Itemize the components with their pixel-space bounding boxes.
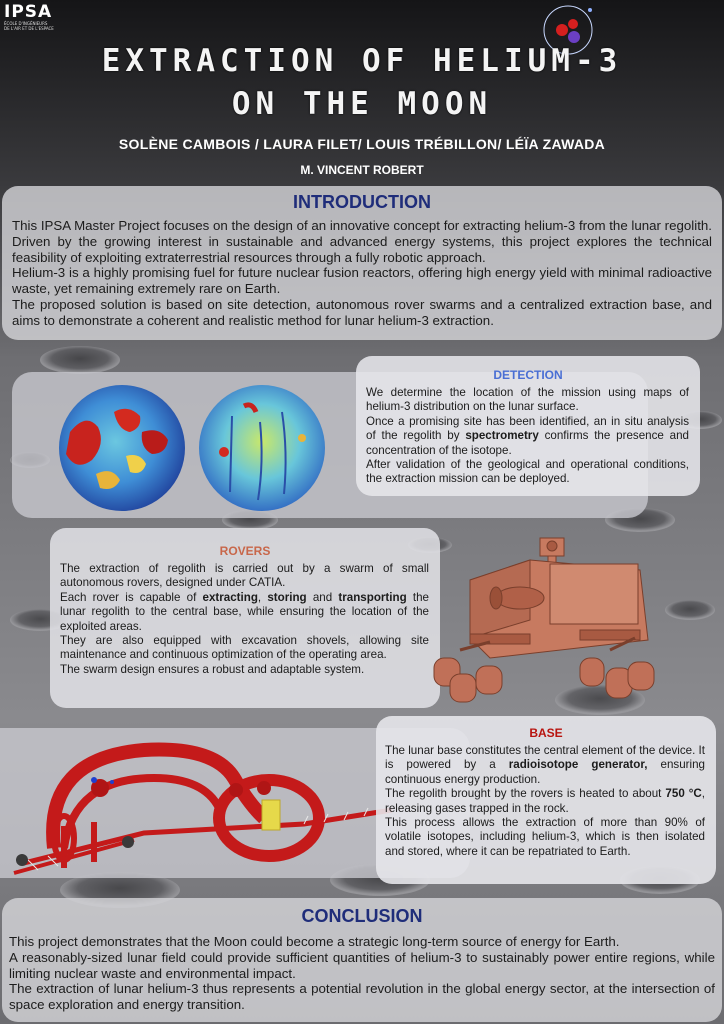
introduction-heading: INTRODUCTION	[293, 192, 431, 212]
intro-paragraph-3: The proposed solution is based on site detection, autonomous rover swarms and a centralized extraction base, and aims to demonstrate a coherent and realistic method for lunar helium-3 extraction.	[12, 296, 712, 328]
conclusion-paragraph-1: This project demonstrates that the Moon could become a strategic long-term source of energy for Earth.	[9, 934, 620, 949]
rovers-paragraph-2: Each rover is capable of extracting, storing and transporting the lunar regolith to the central base, while ensuring the location of the exploited areas.	[60, 590, 429, 633]
conclusion-heading: CONCLUSION	[301, 906, 423, 926]
rovers-paragraph-3: They are also equipped with excavation shovels, allowing site maintenance and continuous optimization of the operating area.	[60, 634, 429, 662]
rovers-paragraph-4: The swarm design ensures a robust and adaptable system.	[60, 662, 365, 676]
intro-paragraph-1: This IPSA Master Project focuses on the design of an innovative concept for extracting helium-3 from the lunar regolith. Driven by the growing interest in sustainable and advanced energy systems, this project explores the technical feasibility of exploiting extraterrestrial resources through a fully robotic approach.	[12, 218, 712, 265]
base-text	[385, 744, 705, 859]
detection-heading: DETECTION	[493, 368, 563, 382]
introduction-text	[12, 218, 712, 329]
page-title-line-1: EXTRACTION OF HELIUM-3	[101, 43, 623, 79]
conclusion-paragraph-2: A reasonably-sized lunar field could provide sufficient quantities of helium-3 to sustainably power entire regions, while limiting nuclear waste and environmental impact.	[9, 949, 715, 981]
rovers-heading: ROVERS	[219, 544, 271, 558]
base-paragraph-3: This process allows the extraction of more than 90% of volatile isotopes, including helium-3, which is then isolated and stored, where it can be repatriated to Earth.	[385, 816, 705, 858]
detection-text	[366, 386, 689, 487]
rovers-paragraph-1: The extraction of regolith is carried out by a swarm of small autonomous rovers, designed under CATIA.	[60, 562, 429, 590]
supervisor: M. VINCENT ROBERT	[300, 163, 424, 177]
conclusion-paragraph-3: The extraction of lunar helium-3 thus represents a potential revolution in the global energy sector, at the intersection of space exploration and energy transition.	[9, 981, 715, 1013]
helium-map-icon	[56, 382, 326, 514]
logo-name: IPSA	[4, 2, 53, 22]
detection-paragraph-2: Once a promising site has been identified, an in situ analysis of the regolith by spectrometry confirms the presence and concentration of the isotope.	[366, 414, 689, 457]
rover-illustration	[430, 530, 662, 710]
ipsa-logo	[4, 3, 60, 31]
logo-tagline-2: DE L'AIR ET DE L'ESPACE	[4, 26, 54, 31]
base-paragraph-2: The regolith brought by the rovers is heated to about 750 °C, releasing gases trapped in the rock.	[385, 787, 706, 815]
rovers-text	[60, 562, 429, 677]
logo-tagline-1: ÉCOLE D'INGÉNIEURS	[4, 21, 48, 26]
base-illustration	[4, 738, 400, 878]
detection-paragraph-1: We determine the location of the mission using maps of helium-3 distribution on the lunar surface.	[366, 386, 689, 414]
page-title-line-2: ON THE MOON	[231, 86, 493, 122]
conclusion-text	[9, 934, 715, 1013]
intro-paragraph-2: Helium-3 is a highly promising fuel for future nuclear fusion reactors, offering high energy yield with minimal radioactive waste, yet remaining extremely rare on Earth.	[12, 265, 712, 297]
authors: SOLÈNE CAMBOIS / LAURA FILET/ LOUIS TRÉBILLON/ LÉÏA ZAWADA	[118, 136, 606, 152]
base-paragraph-1: The lunar base constitutes the central element of the device. It is powered by a radioisotope generator, ensuring continuous energy production.	[385, 744, 705, 786]
detection-paragraph-3: After validation of the geological and operational conditions, the extraction mission can be deployed.	[366, 458, 689, 486]
base-heading: BASE	[529, 726, 563, 740]
